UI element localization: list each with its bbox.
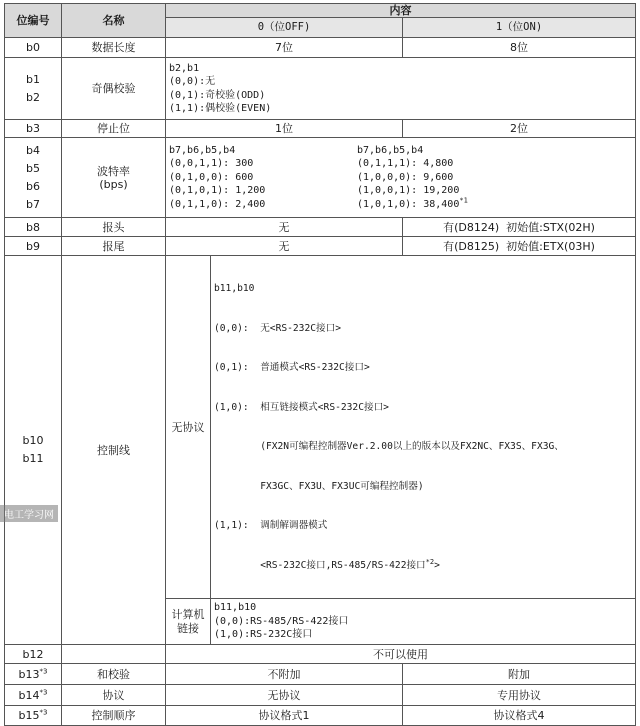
content-line: b11,b10 (214, 283, 255, 294)
content-line: FX3GC、FX3U、FX3UC可编程控制器) (214, 480, 424, 492)
off-cell: 无 (166, 237, 403, 256)
name-cell: 数据长度 (62, 38, 166, 58)
bit-cell (5, 664, 62, 685)
on-cell: 协议格式4 (403, 706, 636, 726)
bit-cell: b12 (5, 645, 62, 664)
bit-cell: b0 (5, 38, 62, 58)
table-row (5, 256, 636, 599)
content-cell: 不可以使用 (166, 645, 636, 664)
name-cell: 控制顺序 (62, 706, 166, 726)
content-line: (0,1):奇校验(ODD) (169, 89, 266, 101)
bit-cell: b3 (5, 120, 62, 138)
on-cell: 专用协议 (403, 685, 636, 706)
content-line: b7,b6,b5,b4 (357, 144, 424, 156)
header-bit-off: 0（位OFF) (166, 18, 403, 38)
on-cell: 附加 (403, 664, 636, 685)
off-cell: 无 (166, 218, 403, 237)
content-line: (1,1): 调制解调器模式 (214, 520, 328, 531)
footnote-mark: *3 (39, 708, 48, 717)
header-name: 名称 (62, 4, 166, 38)
name-cell: 报尾 (62, 237, 166, 256)
name-cell: 协议 (62, 685, 166, 706)
baud-off-list (166, 144, 354, 212)
watermark: 电工学习网 (0, 505, 58, 522)
content-line: b11,b10 (214, 602, 257, 614)
name-label: 波特率 (97, 164, 130, 178)
computer-link-options (211, 599, 636, 645)
off-cell: 7位 (166, 38, 403, 58)
content-line: (0,1,1,1): 4,800 (357, 158, 454, 170)
table-row (5, 645, 636, 664)
bit-label: b14 (18, 688, 40, 702)
name-cell: 控制线 (62, 256, 166, 645)
content-line (214, 559, 632, 573)
footnote-mark: *3 (39, 666, 48, 675)
content-line: (1,0):RS-232C接口 (214, 629, 313, 641)
content-line: (0,1,0,1): 1,200 (169, 185, 266, 197)
table-row (5, 218, 636, 237)
footnote-mark: *1 (459, 196, 468, 205)
bit-cell: b8 (5, 218, 62, 237)
name-cell: 报头 (62, 218, 166, 237)
table-row (5, 237, 636, 256)
on-cell: 有(D8124) 初始值:STX(02H) (403, 218, 636, 237)
content-line (357, 198, 635, 212)
content-line: (1,0,0,1): 19,200 (357, 185, 460, 197)
content-text: <RS-232C接口,RS-485/RS-422接口 (214, 559, 426, 571)
off-cell: 1位 (166, 120, 403, 138)
off-cell: 无协议 (166, 685, 403, 706)
content-line: (1,1):偶校验(EVEN) (169, 103, 272, 114)
bit-label: b10 (22, 434, 44, 447)
table-row (5, 664, 636, 685)
content-line: (0,0,1,1): 300 (169, 158, 254, 170)
bit-cell: b9 (5, 237, 62, 256)
table-row (5, 685, 636, 706)
bit-label: b5 (26, 161, 40, 175)
header-content: 内容 (166, 4, 636, 18)
off-cell: 协议格式1 (166, 706, 403, 726)
content-line: b7,b6,b5,b4 (169, 144, 236, 156)
header-bit-on: 1（位ON) (403, 18, 636, 38)
content-cell (166, 138, 636, 218)
content-line: (0,0): 无<RS-232C接口> (214, 322, 341, 334)
content-line: (FX2N可编程控制器Ver.2.00以上的版本以及FX2NC、FX3S、FX3G、 (214, 441, 564, 452)
table-row (5, 38, 636, 58)
unit-label: (bps) (99, 177, 128, 191)
bit-label: b11 (22, 452, 44, 465)
bit-cell (5, 256, 62, 645)
content-line: b2,b1 (169, 62, 200, 74)
name-cell: 奇偶校验 (62, 58, 166, 120)
off-cell: 不附加 (166, 664, 403, 685)
content-line: (0,1): 普通模式<RS-232C接口> (214, 362, 370, 373)
content-text: > (434, 559, 440, 571)
table-row (5, 706, 636, 726)
label-line: 链接 (177, 621, 199, 635)
content-line: (0,0):RS-485/RS-422接口 (214, 615, 349, 627)
protocol-label: 无协议 (166, 256, 211, 599)
bit-label: b2 (26, 90, 40, 104)
bit-cell (5, 685, 62, 706)
bit-label: b7 (26, 197, 40, 211)
on-cell: 有(D8125) 初始值:ETX(03H) (403, 237, 636, 256)
control-line-options (211, 256, 636, 599)
content-line: (1,0): 相互链接模式<RS-232C接口> (214, 401, 389, 413)
bit-label: b1 (26, 72, 40, 86)
on-cell: 2位 (403, 120, 636, 138)
name-cell (62, 138, 166, 218)
content-line: (1,0,0,0): 9,600 (357, 171, 454, 183)
bit-definition-table (4, 3, 636, 726)
content-line: (0,1,1,0): 2,400 (169, 198, 266, 210)
bit-label: b15 (18, 709, 40, 722)
content-line: (0,0):无 (169, 76, 216, 87)
bit-cell (5, 58, 62, 120)
content-text: (1,0,1,0): 38,400 (357, 198, 460, 210)
footnote-mark: *3 (39, 687, 48, 696)
bit-cell (5, 138, 62, 218)
name-cell: 停止位 (62, 120, 166, 138)
bit-cell (5, 706, 62, 726)
name-cell: 和校验 (62, 664, 166, 685)
computer-link-label (166, 599, 211, 645)
footnote-mark: *2 (425, 557, 435, 566)
name-cell (62, 645, 166, 664)
table-row (5, 120, 636, 138)
bit-label: b6 (26, 179, 40, 193)
table-row (5, 58, 636, 120)
content-line: (0,1,0,0): 600 (169, 171, 254, 183)
on-cell: 8位 (403, 38, 636, 58)
bit-label: b13 (18, 667, 40, 681)
bit-label: b4 (26, 143, 40, 157)
label-line: 计算机 (171, 608, 205, 621)
table-row (5, 138, 636, 218)
baud-on-list (354, 144, 635, 212)
header-bit-number: 位编号 (5, 4, 62, 38)
content-cell (166, 58, 636, 120)
